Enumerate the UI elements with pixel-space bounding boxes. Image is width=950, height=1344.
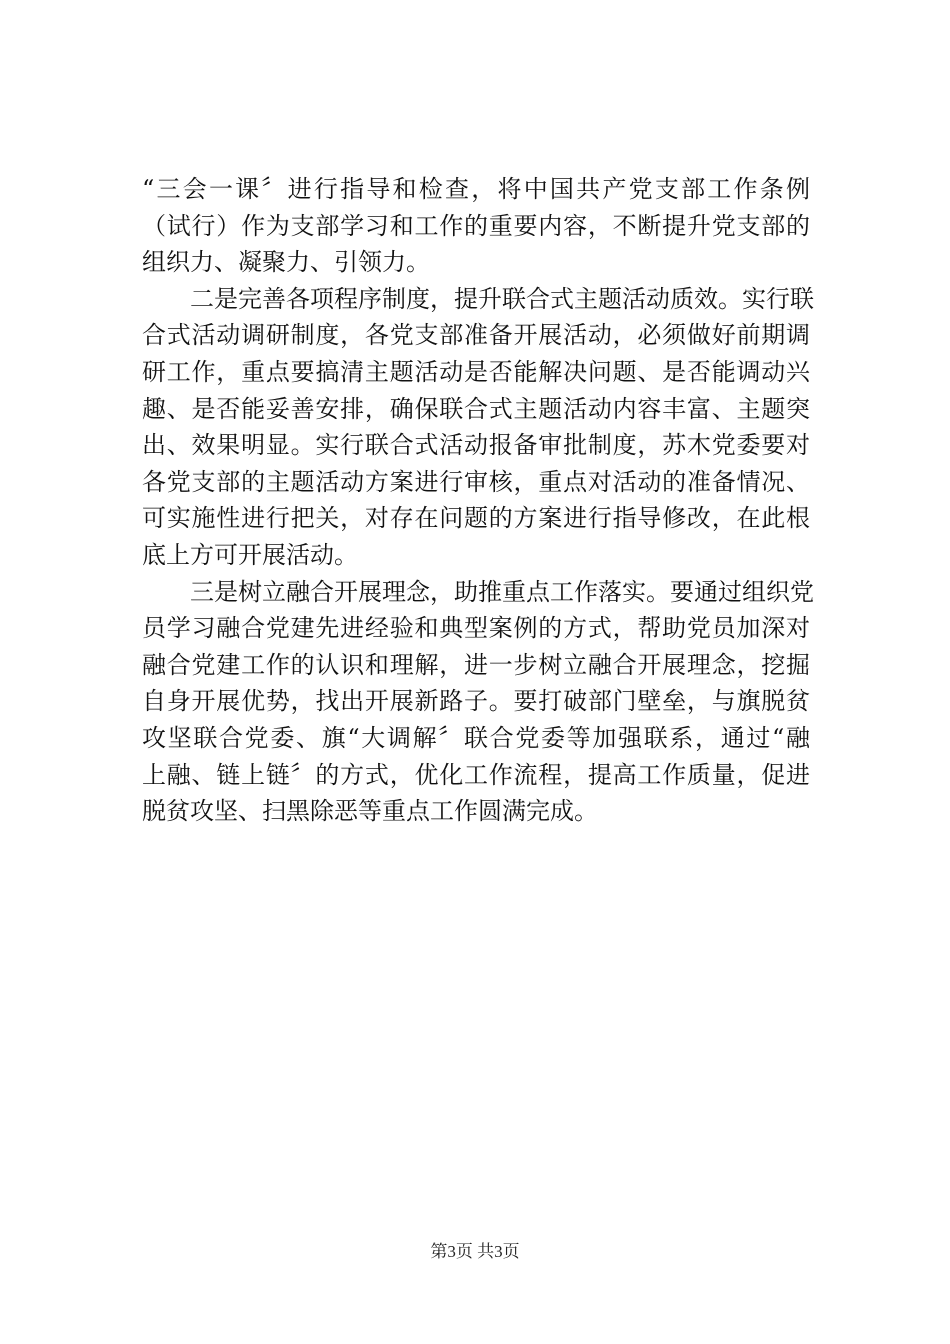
text-line: 脱贫攻坚、扫黑除恶等重点工作圆满完成。 xyxy=(142,797,598,826)
text-line: 趣、是否能妥善安排，确保联合式主题活动内容丰富、主题突 xyxy=(142,394,810,423)
text-line: 出、效果明显。实行联合式活动报备审批制度，苏木党委要对 xyxy=(142,431,810,460)
text-line: 融合党建工作的认识和理解，进一步树立融合开展理念，挖掘 xyxy=(142,650,810,679)
text-line: 研工作，重点要搞清主题活动是否能解决问题、是否能调动兴 xyxy=(142,357,810,386)
text-line: 底上方可开展活动。 xyxy=(142,540,358,569)
text-line: 攻坚联合党委、旗“大调解〞联合党委等加强联系，通过“融 xyxy=(142,723,810,752)
text-line: 员学习融合党建先进经验和典型案例的方式，帮助党员加深对 xyxy=(142,614,810,643)
text-line: 三是树立融合开展理念，助推重点工作落实。要通过组织党 xyxy=(190,577,814,606)
text-line: 合式活动调研制度，各党支部准备开展活动，必须做好前期调 xyxy=(142,321,810,350)
text-line: 各党支部的主题活动方案进行审核，重点对活动的准备情况、 xyxy=(142,467,810,496)
text-line: 组织力、凝聚力、引领力。 xyxy=(142,248,430,277)
page-number-footer: 第3页 共3页 xyxy=(430,1242,520,1261)
text-line: 二是完善各项程序制度，提升联合式主题活动质效。实行联 xyxy=(190,284,814,313)
text-line: 可实施性进行把关，对存在问题的方案进行指导修改，在此根 xyxy=(142,504,810,533)
paragraph-continuation xyxy=(142,171,810,281)
paragraph-three xyxy=(142,574,814,830)
document-body xyxy=(142,171,814,830)
text-line: “三会一课〞进行指导和检查，将中国共产党支部工作条例 xyxy=(142,175,810,203)
paragraph-two xyxy=(142,281,814,574)
text-line: （试行）作为支部学习和工作的重要内容，不断提升党支部的 xyxy=(142,211,810,240)
text-line: 上融、链上链〞的方式，优化工作流程，提高工作质量，促进 xyxy=(142,760,810,789)
text-line: 自身开展优势，找出开展新路子。要打破部门壁垒，与旗脱贫 xyxy=(142,687,810,716)
